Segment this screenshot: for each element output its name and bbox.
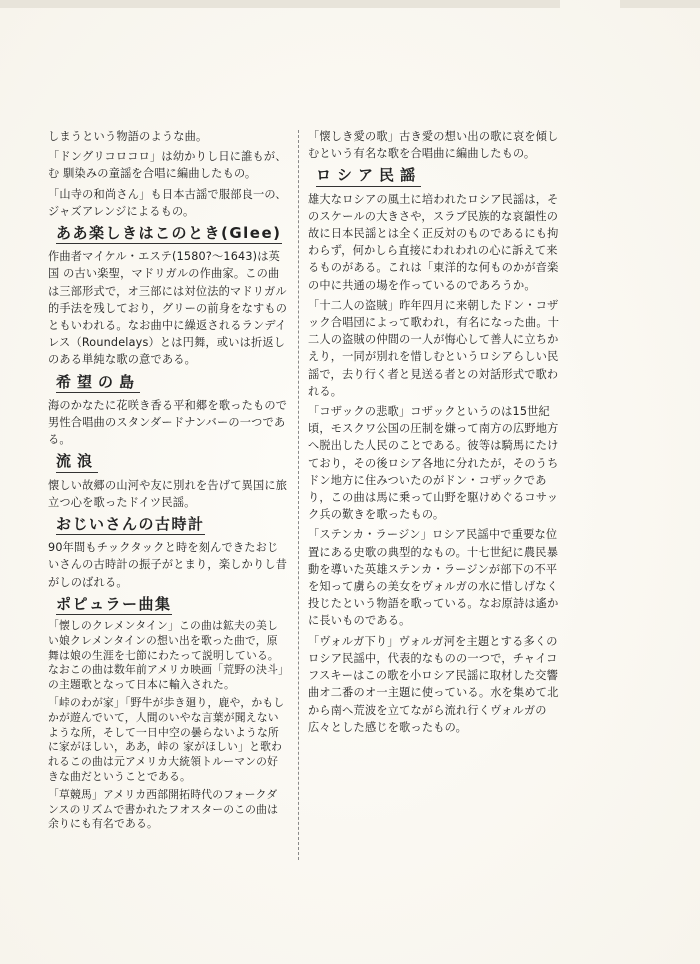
heading-popular-collection: ポピュラー曲集	[56, 596, 172, 615]
torn-edge-top-right	[620, 0, 700, 8]
paragraph-glee: 作曲者マイケル・エステ(1580?～1643)は英国 の古い楽聖，マドリガルの作曲家。この曲は三部形式で，オ三部には対位法的マドリガル的手法を残しており，グリーの前身をなすものともいわれる。なお曲中に繰返されるランデイレス（Roundelays）とは円舞，或いは折返しのある単純な歌の意である。	[48, 250, 288, 367]
paragraph-russian-folk-songs: 雄大なロシアの風土に培われたロシア民謡は，そのスケールの大きさや，スラブ民族的な哀韻性の故に日本民謡とは全く正反対のものであるにも拘わらず，何かしら直接にわれわれの心に訴えて来るものがある。これは「東洋的な何ものかが音楽の中に共通の場を作っているのであろうか。	[308, 192, 559, 292]
heading-glee: ああ楽しきはこのとき(Glee)	[56, 225, 282, 244]
paragraph-stenka-razin: 「ステンカ・ラージン」ロシア民謡中で重要な位置にある史歌の典型的なもの。十七世紀に農民暴動を導いた英雄ステンカ・ラージンが部下の不平を知って虜らの美女をヴォルガの水に惜しげなく投じたという物語を歌っている。なお原詩は遙かに長いものである。	[308, 528, 559, 628]
paragraph-twelve-robbers: 「十二人の盗賊」昨年四月に来朝したドン・コザック合唱団によって歌われ，有名になった曲。十二人の盗賊の仲間の一人が悔心して善人に立ちかえり，一同が別れを惜しむというロシアらしい民謡で，去り行く者と見送る者との対話形式で歌われる。	[308, 298, 560, 398]
paragraph-down-the-volga: 「ヴォルガ下り」ヴォルガ河を主題とする多くのロシア民謡中，代表的なものの一つで，チャイコフスキーはこの歌を小ロシア民謡に取材した交響曲オ二番のオ一主題に使っている。水を集めて北から南へ荒波を立てながら流れ行くヴォルガの広々とした感じを歌ったもの。	[308, 634, 559, 734]
column-divider	[298, 130, 299, 860]
paragraph-natsukashiki-ai-no-uta: 「懐しき愛の歌」古き愛の想い出の歌に哀を傾しむという有名な歌を合唱曲に編曲したもの。	[308, 130, 559, 161]
torn-edge-top	[0, 0, 560, 8]
right-column	[308, 128, 566, 739]
heading-rurou: 流浪	[56, 453, 98, 472]
heading-kibou-no-shima: 希望の島	[56, 374, 140, 393]
heading-russian-folk-songs: ロシア民謡	[316, 167, 421, 186]
intro-paragraph-3: 「山寺の和尚さん」も日本古謡で服部良一の、ジャズアレンジによるもの。	[48, 187, 287, 218]
left-column	[48, 128, 288, 835]
paragraph-ojiisan-no-furudokei: 90年間もチックタックと時を刻んできたおじいさんの古時計の振子がとまり，楽しかりし昔がしのばれる。	[48, 541, 288, 589]
intro-paragraph-2: 「ドングリコロコロ」は幼かりし日に誰もが、む 馴染みの童謡を合唱に編曲したもの。	[48, 150, 287, 181]
paragraph-kibou-no-shima: 海のかなたに花咲き香る平和郷を歌ったもので男性合唱曲のスタンダードナンバーの一つである。	[48, 398, 288, 447]
paragraph-rurou: 懐しい故郷の山河や友に別れを告げて異国に旅立つ心を歌ったドイツ民謡。	[48, 478, 288, 509]
intro-paragraph-1: しまうという物語のような曲。	[48, 130, 208, 143]
paragraph-clementine: 「懐しのクレメンタイン」この曲は鉱夫の美しい娘クレメンタインの想い出を歌った曲で，原舞は娘の生涯を七節にわたって説明している。なおこの曲は数年前アメリカ映画「荒野の決斗」の主題歌となって日本に輸入された。	[48, 619, 284, 692]
heading-ojiisan-no-furudokei: おじいさんの古時計	[56, 516, 205, 535]
paragraph-camptown-races: 「草競馬」アメリカ西部開拓時代のフォークダンスのリズムで書かれたフオスターのこの曲は余りにも有名である。	[48, 787, 279, 831]
paragraph-cossack-lament: 「コザックの悲歌」コザックというのは15世紀頃，モスクワ公国の圧制を嫌って南方の広野地方へ脱出した人民のことである。彼等は騎馬にたけており，その後ロシア各地に分れたが，そのうちドン地方に住みついたのがドン・コザックであり，この曲は馬に乗って山野を駆けめぐるコサック兵の歎きを歌ったもの。	[308, 405, 559, 522]
paragraph-home-on-the-range: 「峠のわが家」「野牛が歩き廻り，鹿や，かもしかが遊んでいて，人間のいやな言葉が聞えないような所，そして一日中空の曇らないような所に家がほしい，ああ，峠の 家がほしい」と歌われるこの曲は元アメリカ大統領トルーマンの好きな曲だということである。	[48, 696, 285, 784]
